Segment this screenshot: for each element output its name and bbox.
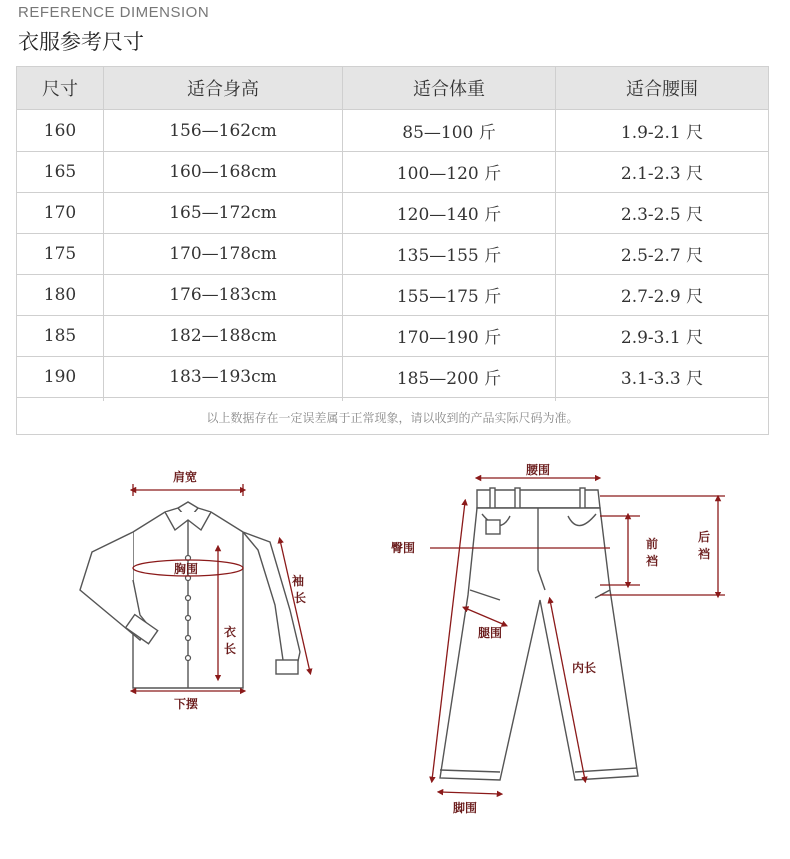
cell-weight: 170—190 斤	[396, 328, 502, 348]
measurement-diagram	[0, 440, 790, 859]
cell-weight: 100—120 斤	[396, 164, 502, 184]
cell-height: 182—188cm	[169, 325, 277, 346]
label-back-rise-1: 后	[697, 530, 711, 544]
cell-waist: 3.1-3.3 尺	[620, 369, 704, 389]
cell-height: 156—162cm	[169, 120, 277, 141]
label-sleeve-2: 长	[293, 591, 307, 605]
header-title-en: REFERENCE DIMENSION	[18, 4, 210, 21]
label-length-2: 长	[223, 642, 237, 656]
label-inseam: 内长	[571, 661, 597, 675]
label-chest: 胸围	[173, 562, 199, 576]
label-back-rise-2: 裆	[697, 547, 711, 561]
cell-weight: 185—200 斤	[396, 369, 502, 389]
cell-height: 160—168cm	[169, 161, 277, 182]
cell-height: 165—172cm	[169, 202, 277, 223]
cell-height: 170—178cm	[169, 243, 277, 264]
cell-size: 175	[43, 243, 77, 264]
table-note: 以上数据存在一定误差属于正常现象，请以收到的产品实际尺码为准。	[206, 411, 579, 425]
label-sleeve-1: 袖	[291, 574, 305, 588]
table-header	[17, 67, 768, 110]
column-divider	[342, 67, 343, 401]
table-row	[17, 274, 768, 316]
cell-weight: 155—175 斤	[396, 287, 502, 307]
label-waist: 腰围	[525, 463, 551, 477]
cell-size: 170	[43, 202, 77, 223]
label-shoulder: 肩宽	[172, 470, 198, 484]
cell-waist: 2.7-2.9 尺	[620, 287, 704, 307]
label-length-1: 衣	[223, 625, 237, 639]
label-thigh: 腿围	[477, 626, 503, 640]
cell-waist: 1.9-2.1 尺	[620, 123, 704, 143]
header-weight: 适合体重	[413, 79, 485, 100]
cell-weight: 85—100 斤	[402, 123, 496, 143]
table-row	[17, 151, 768, 193]
table-row	[17, 315, 768, 357]
table-row	[17, 110, 768, 152]
cell-waist: 2.5-2.7 尺	[620, 246, 704, 266]
cell-waist: 2.1-2.3 尺	[620, 164, 704, 184]
cell-waist: 2.9-3.1 尺	[620, 328, 704, 348]
header-title-cn: 衣服参考尺寸	[18, 30, 144, 54]
header-height: 适合身高	[187, 79, 259, 100]
pants-illustration	[440, 488, 638, 780]
label-front-rise-1: 前	[645, 537, 659, 551]
label-front-rise-2: 裆	[645, 554, 659, 568]
cell-size: 160	[43, 120, 77, 141]
cell-waist: 2.3-2.5 尺	[620, 205, 704, 225]
cell-size: 185	[43, 325, 77, 346]
label-hem: 下摆	[173, 697, 199, 711]
table-row	[17, 192, 768, 234]
cell-size: 165	[43, 161, 77, 182]
cell-height: 176—183cm	[169, 284, 277, 305]
size-table	[16, 66, 769, 435]
cell-height: 183—193cm	[169, 366, 277, 387]
cell-size: 190	[43, 366, 77, 387]
header-waist: 适合腰围	[626, 79, 698, 100]
column-divider	[555, 67, 556, 401]
table-row	[17, 233, 768, 275]
cell-weight: 135—155 斤	[396, 246, 502, 266]
header-size: 尺寸	[42, 79, 78, 100]
cell-size: 180	[43, 284, 77, 305]
cell-weight: 120—140 斤	[396, 205, 502, 225]
table-row	[17, 356, 768, 398]
label-leg-opening: 脚围	[452, 801, 478, 815]
column-divider	[103, 67, 104, 401]
label-hip: 臀围	[390, 541, 416, 555]
